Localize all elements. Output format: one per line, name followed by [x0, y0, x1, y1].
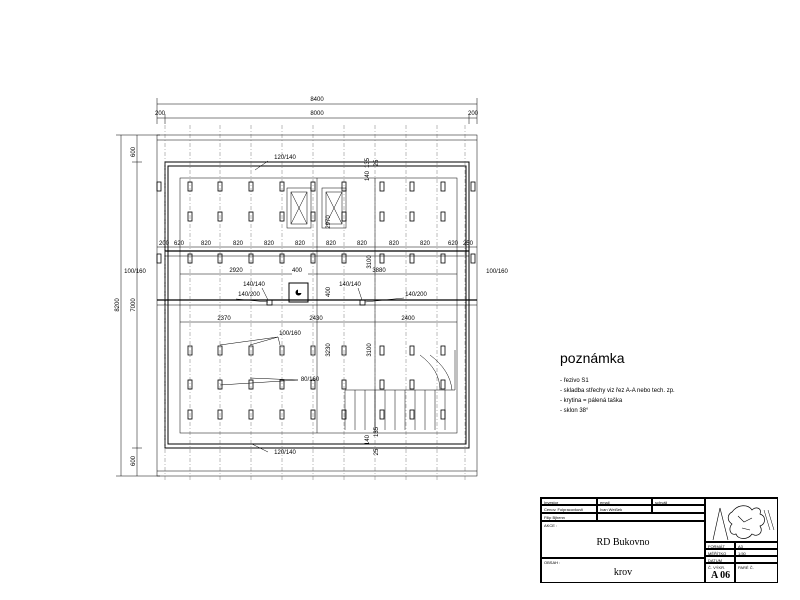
chimney: [289, 283, 308, 302]
rafter-mark: [410, 380, 414, 389]
rafter-mark: [441, 254, 445, 263]
label-post1: 140/140: [243, 282, 265, 288]
dim-v25-bot: 25: [374, 448, 380, 456]
note-item: - krytina = pálená taška: [560, 398, 623, 404]
note-item: - skladba střechy viz řez A-A nebo tech. zp.: [560, 388, 675, 394]
spacing-label: 620: [173, 241, 185, 247]
plan-outline: [157, 135, 477, 476]
dim-3100b: 3100: [367, 343, 373, 357]
rafter-mark: [380, 346, 384, 355]
skylights: [287, 188, 346, 228]
tb-akce-label: AKCE :: [544, 523, 558, 528]
tb-scale-value: 1:50: [735, 549, 778, 556]
tb-format-value: A3: [735, 542, 778, 549]
label-80-160: 80/160: [300, 377, 320, 383]
label-100-160: 100/160: [279, 331, 301, 337]
tb-project: RD Bukovno: [596, 537, 650, 548]
left-dimensions: [115, 135, 160, 476]
spacing-label: 250: [462, 241, 474, 247]
dim-2430: 2430: [309, 316, 323, 322]
rafter-mark: [380, 410, 384, 419]
spacing-label: 820: [388, 241, 400, 247]
dim-2970: 2970: [326, 215, 332, 229]
dim-v135-bot: 135: [374, 426, 380, 438]
tb-empty2: [597, 513, 705, 521]
label-post4: 140/200: [405, 292, 427, 298]
rafter-mark: [380, 380, 384, 389]
spacing-label: 820: [294, 241, 306, 247]
tb-pare-label: PARÉ Č.: [738, 565, 754, 570]
plan-labels: [124, 155, 508, 456]
dim-v140-bot: 140: [365, 434, 371, 446]
note-block: [560, 350, 780, 416]
rafter-mark: [410, 346, 414, 355]
rafter-mark: [441, 346, 445, 355]
spacing-label: 820: [232, 241, 244, 247]
tb-row2-a: Cenov. Folpracovkuvli: [541, 505, 597, 513]
dim-2920: 2920: [229, 268, 243, 274]
rafter-mark: [441, 182, 445, 191]
tb-obsah-label: OBSAH :: [544, 560, 561, 565]
rafter-mark: [410, 182, 414, 191]
rafter-mark: [471, 254, 475, 263]
title-block: [540, 497, 778, 583]
dim-3100a: 3100: [367, 255, 373, 269]
note-title: poznámka: [560, 350, 625, 366]
spacing-label: 820: [325, 241, 337, 247]
dim-3880: 3880: [372, 268, 386, 274]
dim-left-total: 8200: [115, 298, 121, 312]
tb-date-label: DATUM: [705, 556, 735, 563]
dim-2370: 2370: [217, 316, 231, 322]
tb-approved: schváli: [652, 498, 705, 505]
tb-investor: Investor: [541, 498, 597, 505]
stair-opening: [345, 350, 455, 430]
posts: [267, 300, 365, 305]
dim-top-right: 200: [467, 111, 479, 117]
dim-2400: 2400: [401, 316, 415, 322]
tb-vykres-value: A 06: [711, 570, 731, 581]
spacing-label: 820: [356, 241, 368, 247]
tb-empty: [652, 505, 705, 513]
tb-vykres-label: Č. VÝKR.: [708, 565, 726, 570]
spacing-label: 820: [200, 241, 212, 247]
dim-top-total: 8400: [310, 97, 324, 103]
tb-row3: Filip Bjhenn: [541, 513, 597, 521]
dim-v140-top: 140: [365, 170, 371, 182]
note-list: [560, 376, 780, 416]
tb-content: krov: [613, 567, 633, 578]
rafter-mark: [410, 254, 414, 263]
tb-scale-label: MĚŘÍTKO: [705, 549, 735, 556]
rafter-mark: [380, 254, 384, 263]
rafter-mark: [380, 182, 384, 191]
dim-left-mid: 7000: [131, 298, 137, 312]
label-side-left: 100/160: [124, 269, 146, 275]
rafter-mark: [380, 212, 384, 221]
rafter-mark: [441, 380, 445, 389]
rafter-mark: [157, 182, 161, 191]
note-item: - sklon 38°: [560, 408, 589, 414]
rafter-mark: [157, 254, 161, 263]
spacing-label: 820: [419, 241, 431, 247]
label-beam-top: 120/140: [274, 155, 296, 161]
dim-400a: 400: [291, 268, 303, 274]
label-post3: 140/200: [238, 292, 260, 298]
dim-top-mid: 8000: [310, 111, 324, 117]
dim-v25-top: 25: [374, 159, 380, 167]
top-dimensions: [155, 97, 479, 124]
note-item: - řezivo S1: [560, 378, 589, 384]
dim-v135-top: 135: [365, 157, 371, 168]
lion-logo-icon: [708, 500, 778, 542]
rafter-mark: [471, 182, 475, 191]
tb-date-value: [735, 556, 778, 563]
tb-row2-b: Ivan Weißek: [597, 505, 652, 513]
tb-pare-box: [735, 563, 778, 583]
tb-format-label: FORMÁT: [705, 542, 735, 549]
dim-left-top: 600: [131, 146, 137, 158]
rafter-mark: [410, 212, 414, 221]
rafter-mark: [441, 212, 445, 221]
university-logo: [705, 498, 778, 542]
tb-email: email: [597, 498, 652, 505]
label-post2: 140/140: [339, 282, 361, 288]
spacing-label: 620: [447, 241, 459, 247]
spacing-label: 200: [158, 241, 170, 247]
dim-left-bottom: 600: [131, 455, 137, 467]
rafter-mark: [441, 410, 445, 419]
spacing-label: 820: [263, 241, 275, 247]
label-side-right: 100/160: [486, 269, 508, 275]
dim-top-left: 200: [154, 111, 166, 117]
dim-400b: 400: [326, 286, 332, 298]
label-beam-bottom: 120/140: [274, 450, 296, 456]
dim-3230: 3230: [326, 343, 332, 357]
rafter-mark: [410, 410, 414, 419]
